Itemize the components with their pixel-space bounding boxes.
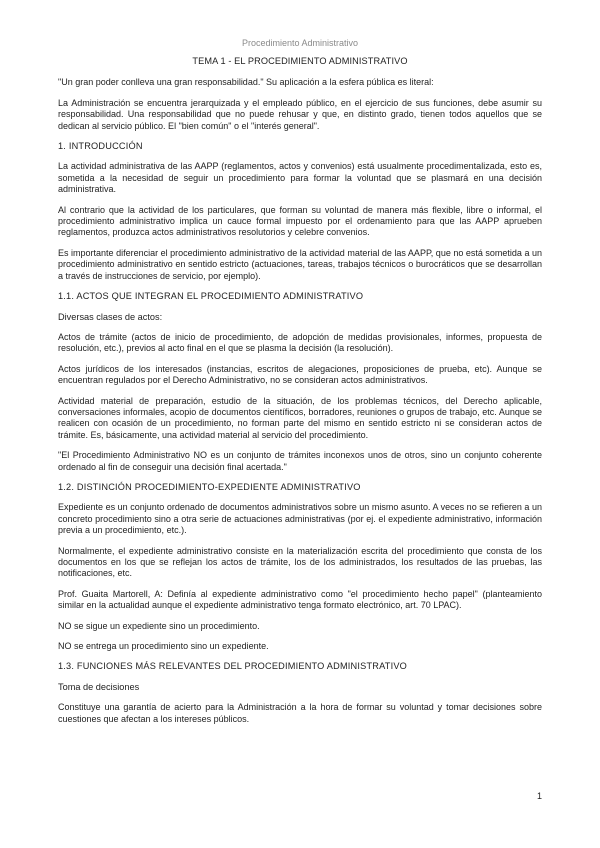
- paragraph: Constituye una garantía de acierto para la Administración a la hora de formar su voluntad y tomar decisiones sobre cuestiones que afectan a los intereses públicos.: [58, 702, 542, 724]
- paragraph: Normalmente, el expediente administrativo consiste en la materialización escrita del procedimiento que consta de los documentos en los que se reflejan los actos de trámite, los de los administrados, los resultados de las pruebas, las notificaciones, etc.: [58, 545, 542, 579]
- paragraph: Al contrario que la actividad de los particulares, que forman su voluntad de manera más flexible, libre o informal, el procedimiento administrativo implica un cauce formal impuesto por el ordenamiento para que las AAPP aprueben reglamentos, produzca actos administrativos resolutorios y celebre convenios.: [58, 204, 542, 238]
- running-header: Procedimiento Administrativo: [241, 38, 359, 48]
- paragraph: Actividad material de preparación, estudio de la situación, de los problemas técnicos, del Derecho aplicable, conversaciones informales, acopio de documentos científicos, borradores, reuniones o grupos de trabajo, etc. Aunque se realicen con ocasión de un procedimiento, no forman parte del mismo en sentido estricto ni se consideran actos de trámite. Es, básicamente, una actividad material al servicio del procedimiento.: [58, 395, 542, 440]
- intro-paragraph: La Administración se encuentra jerarquizada y el empleado público, en el ejercicio de sus funciones, debe asumir su responsabilidad. Una responsabilidad que no puede rehusar y que, en distinto grado, tienen todos aquellos que se dedican al servicio público. El "bien común" o el "interés general".: [58, 97, 542, 131]
- section-heading-introduccion: 1. INTRODUCCIÓN: [58, 141, 143, 152]
- section-heading-funciones: 1.3. FUNCIONES MÁS RELEVANTES DEL PROCEDIMIENTO ADMINISTRATIVO: [58, 661, 407, 672]
- paragraph: NO se entrega un procedimiento sino un expediente.: [58, 641, 269, 652]
- subheading-clases-actos: Diversas clases de actos:: [58, 311, 163, 322]
- page-number: 1: [536, 791, 542, 801]
- paragraph: Actos de trámite (actos de inicio de procedimiento, de adopción de medidas provisionales, informes, propuesta de resolución, etc.), previos al acto final en el que se plasma la decisión (la resolución).: [58, 331, 542, 354]
- paragraph: NO se sigue un expediente sino un procedimiento.: [58, 620, 260, 631]
- section-heading-distincion: 1.2. DISTINCIÓN PROCEDIMIENTO-EXPEDIENTE ADMINISTRATIVO: [58, 481, 361, 492]
- subheading-toma-decisiones: Toma de decisiones: [58, 681, 140, 692]
- paragraph: Expediente es un conjunto ordenado de documentos administrativos sobre un mismo asunto. A veces no se refieren a un concreto procedimiento sino a otra serie de actuaciones administrativas (por ej. el expediente administrativo, información previa a un procedimiento, etc.).: [58, 502, 542, 536]
- intro-quote: "Un gran poder conlleva una gran responsabilidad." Su aplicación a la esfera pública es literal:: [58, 77, 434, 88]
- paragraph: Prof. Guaita Martorell, A: Definía al expediente administrativo como "el procedimiento hecho papel" (planteamiento similar en la actualidad aunque el expediente administrativo tenga formato electrónico, art. 70 LPAC).: [58, 588, 542, 611]
- paragraph: Actos jurídicos de los interesados (instancias, escritos de alegaciones, proposiciones de prueba, etc). Aunque se encuentran regulados por el Derecho Administrativo, no se consideran actos administrativos.: [58, 363, 542, 386]
- document-body: [58, 56, 542, 734]
- paragraph: Es importante diferenciar el procedimiento administrativo de la actividad material de las AAPP, que no está sometida a un procedimiento administrativo en sentido estricto (actuaciones, tareas, trabajos técnicos o burocráticos que se desarrollan a través de instrucciones de servicio, por ejemplo).: [58, 247, 542, 281]
- section-heading-actos: 1.1. ACTOS QUE INTEGRAN EL PROCEDIMIENTO ADMINISTRATIVO: [58, 291, 364, 302]
- quote-paragraph: "El Procedimiento Administrativo NO es un conjunto de trámites inconexos unos de otros, sino un conjunto coherente ordenado al fin de conseguir una decisión final acertada.": [58, 450, 542, 472]
- paragraph: La actividad administrativa de las AAPP (reglamentos, actos y convenios) está usualmente procedimentalizada, esto es, sometida a la necesidad de seguir un procedimiento para formar la voluntad que se plasmará en una decisión administrativa.: [58, 161, 542, 195]
- document-title: TEMA 1 - EL PROCEDIMIENTO ADMINISTRATIVO: [192, 56, 408, 66]
